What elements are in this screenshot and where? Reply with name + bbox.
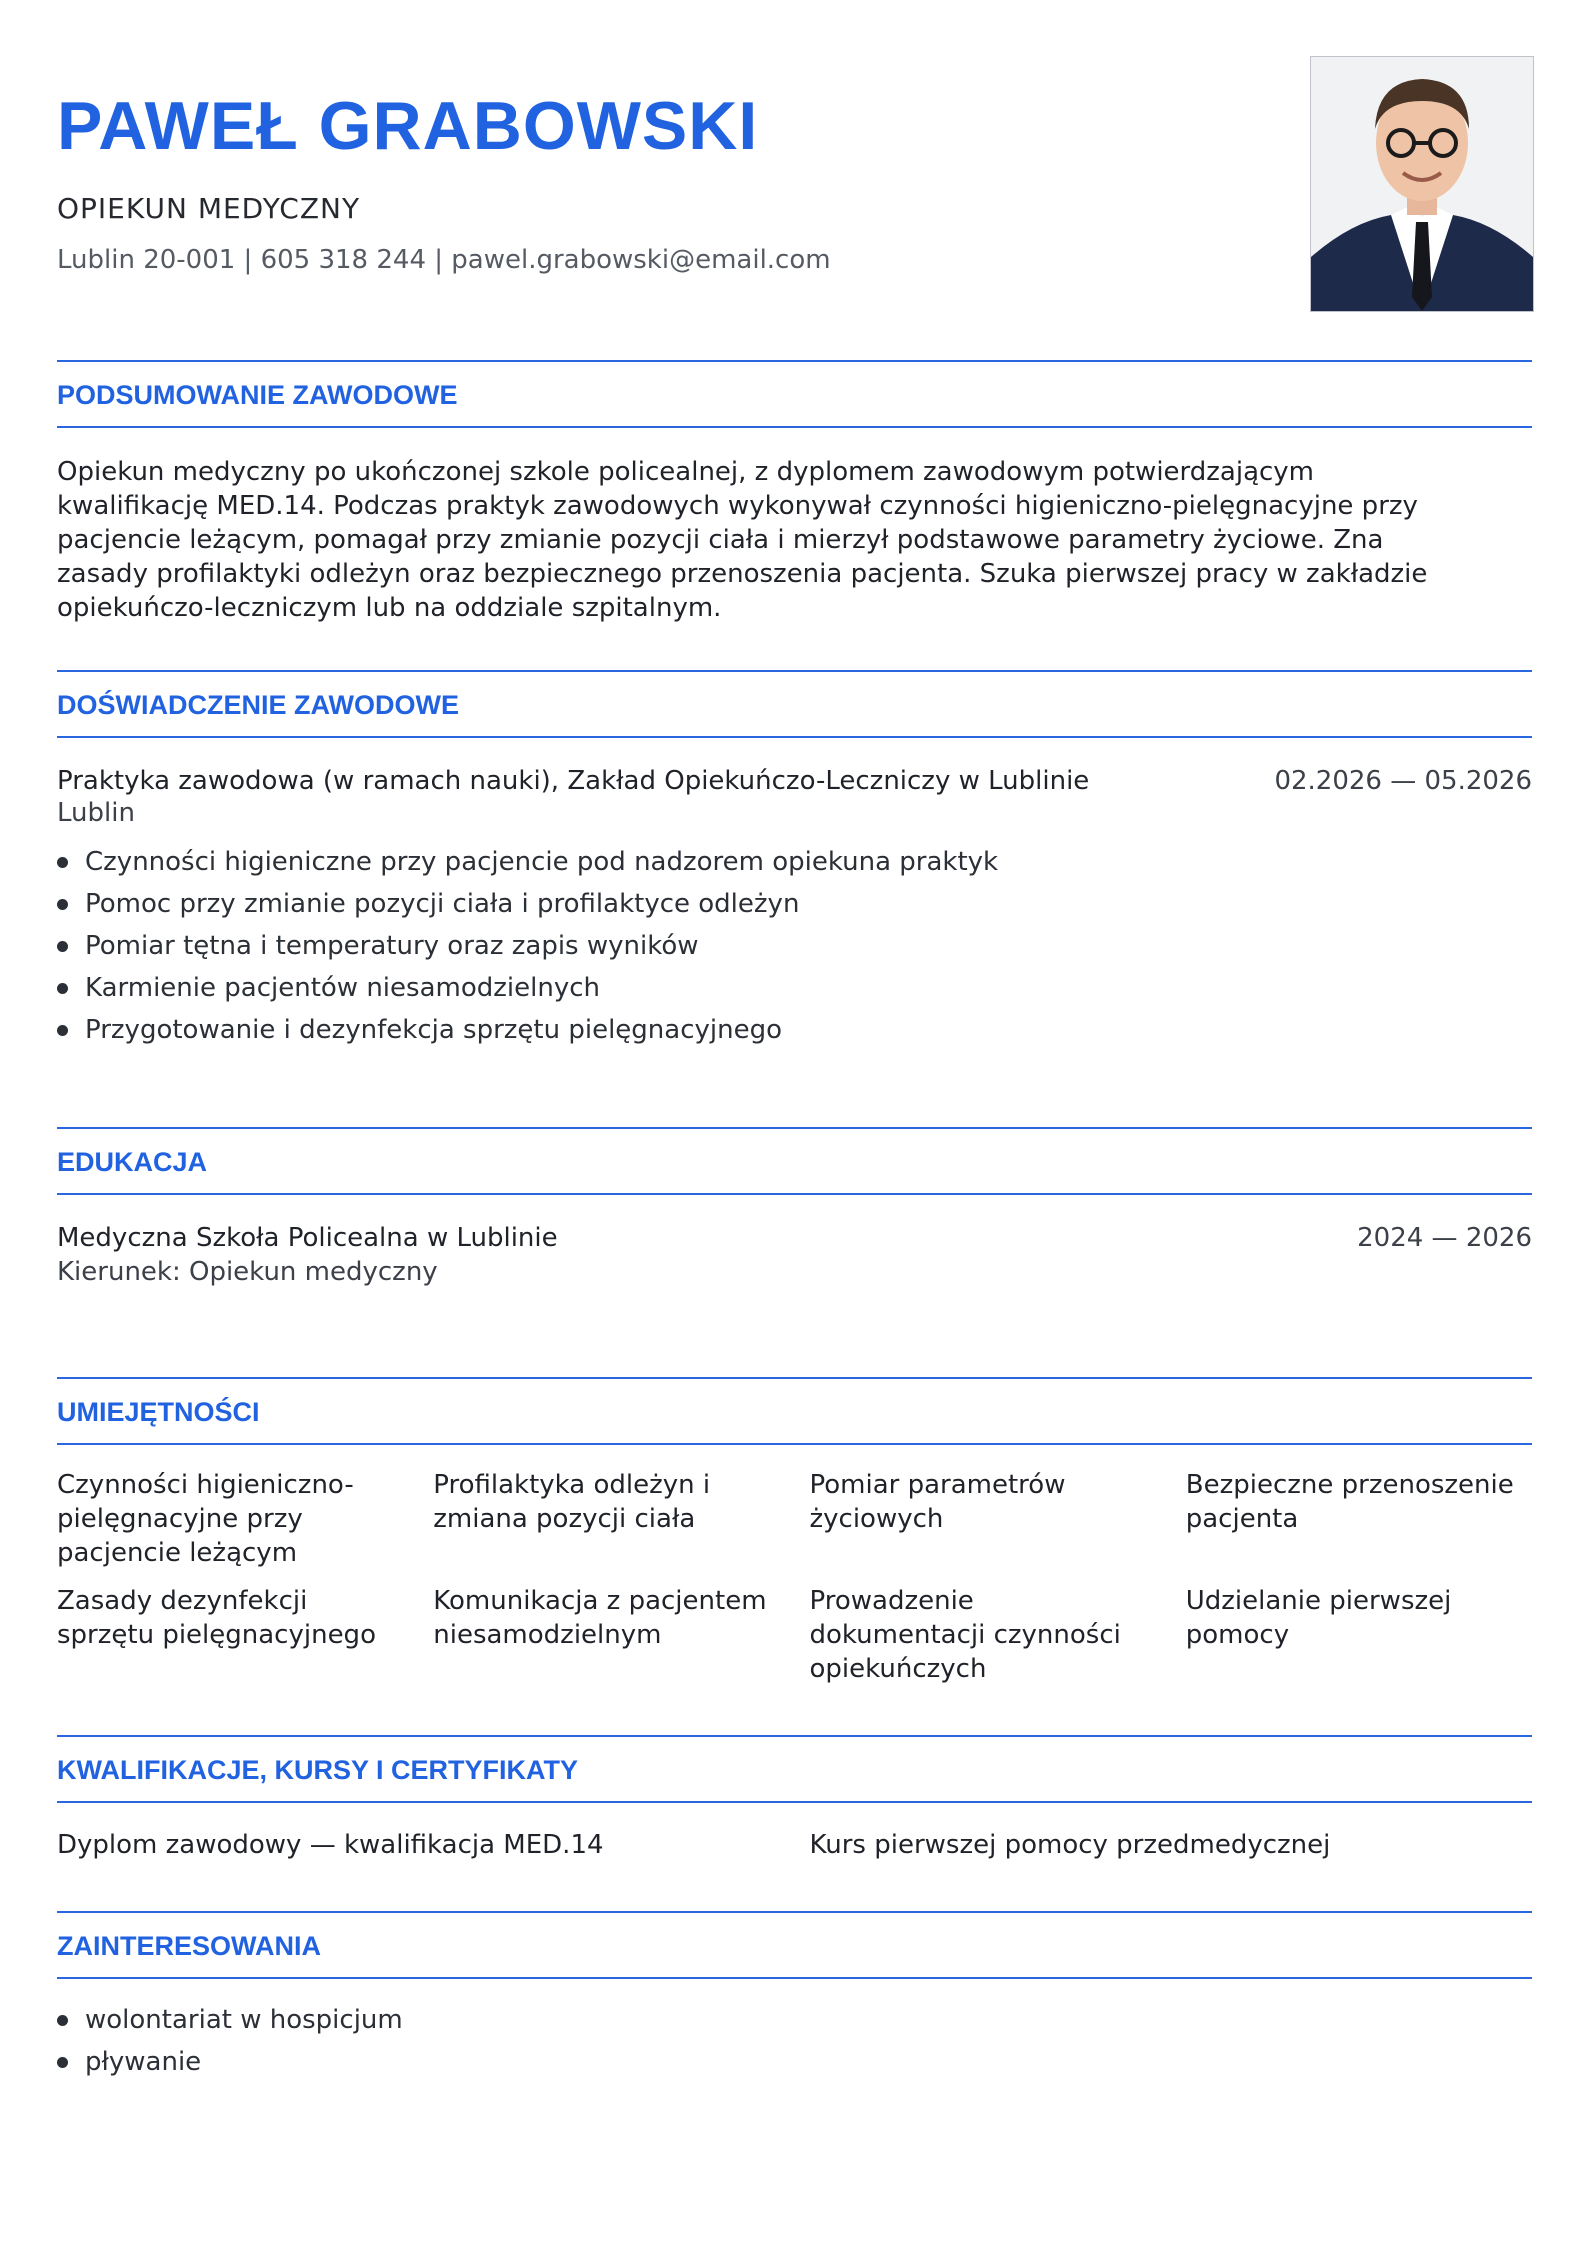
certificates-section-header xyxy=(57,1735,1532,1803)
interests-section-header xyxy=(57,1911,1532,1979)
skill-line: pacjencie leżącym xyxy=(57,1538,298,1568)
skill-item xyxy=(433,1584,779,1686)
profile-photo-illustration xyxy=(1311,57,1533,311)
list-item: Przygotowanie i dezynfekcja sprzętu pielęgnacyjnego xyxy=(57,1009,1532,1051)
experience-dates: 02.2026 — 05.2026 xyxy=(1274,766,1532,796)
skill-item xyxy=(1186,1584,1532,1686)
list-item: Pomoc przy zmianie pozycji ciała i profilaktyce odleżyn xyxy=(57,883,1532,925)
education-heading: EDUKACJA xyxy=(57,1147,208,1177)
education-school: Medyczna Szkoła Policealna w Lublinie xyxy=(57,1223,558,1253)
experience-bullets xyxy=(57,841,1532,1051)
candidate-name: PAWEŁ GRABOWSKI xyxy=(57,88,759,164)
contact-info: Lublin 20-001 | 605 318 244 | pawel.grabowski@email.com xyxy=(57,245,831,275)
summary-line: opiekuńczo-leczniczym lub na oddziale szpitalnym. xyxy=(57,593,722,623)
skill-line: zmiana pozycji ciała xyxy=(433,1504,696,1534)
experience-row xyxy=(57,765,1532,797)
skill-item xyxy=(57,1468,403,1570)
list-item: Pomiar tętna i temperatury oraz zapis wyników xyxy=(57,925,1532,967)
education-section-header xyxy=(57,1127,1532,1195)
certificate-item: Dyplom zawodowy — kwalifikacja MED.14 xyxy=(57,1830,604,1860)
summary-line: pacjencie leżącym, pomagał przy zmianie pozycji ciała i mierzył podstawowe parametry życiowe. Zna xyxy=(57,525,1384,555)
certificates-heading: KWALIFIKACJE, KURSY I CERTYFIKATY xyxy=(57,1755,579,1785)
skill-line: pomocy xyxy=(1185,1620,1290,1650)
skills-grid xyxy=(57,1468,1532,1686)
summary-line: Opiekun medyczny po ukończonej szkole policealnej, z dyplomem zawodowym potwierdzającym xyxy=(57,457,1315,487)
education-entry xyxy=(57,1222,1532,1288)
interests-entry xyxy=(57,1999,1532,2083)
skill-line: sprzętu pielęgnacyjnego xyxy=(57,1620,376,1650)
education-row xyxy=(57,1222,1532,1254)
skill-line: Zasady dezynfekcji xyxy=(57,1586,308,1616)
skill-item xyxy=(433,1468,779,1570)
summary-line: kwalifikację MED.14. Podczas praktyk zawodowych wykonywał czynności higieniczno-pielęgnacyjne przy xyxy=(57,491,1418,521)
profile-photo xyxy=(1310,56,1534,312)
list-item: Czynności higieniczne przy pacjencie pod nadzorem opiekuna praktyk xyxy=(57,841,1532,883)
skill-line: dokumentacji czynności xyxy=(809,1620,1121,1650)
education-field: Kierunek: Opiekun medyczny xyxy=(57,1257,438,1287)
skill-line: Prowadzenie xyxy=(809,1586,974,1616)
skills-heading: UMIEJĘTNOŚCI xyxy=(57,1397,260,1427)
skill-line: pielęgnacyjne przy xyxy=(57,1504,303,1534)
skill-line: niesamodzielnym xyxy=(433,1620,662,1650)
skill-line: Profilaktyka odleżyn i xyxy=(433,1470,711,1500)
skill-item xyxy=(810,1584,1156,1686)
skills-section-header xyxy=(57,1377,1532,1445)
skill-line: opiekuńczych xyxy=(809,1654,987,1684)
experience-section-header xyxy=(57,670,1532,738)
skill-line: Udzielanie pierwszej xyxy=(1185,1586,1452,1616)
experience-role: Praktyka zawodowa (w ramach nauki), Zakład Opiekuńczo-Leczniczy w Lublinie xyxy=(57,766,1090,796)
summary-text xyxy=(57,455,1532,625)
skill-line: Bezpieczne przenoszenie xyxy=(1185,1470,1514,1500)
certificate-item: Kurs pierwszej pomocy przedmedycznej xyxy=(809,1830,1331,1860)
summary-line: zasady profilaktyki odleżyn oraz bezpiecznego przenoszenia pacjenta. Szuka pierwszej pracy w zakładzie xyxy=(57,559,1428,589)
skill-line: Komunikacja z pacjentem xyxy=(433,1586,767,1616)
skill-line: życiowych xyxy=(809,1504,944,1534)
skill-line: Pomiar parametrów xyxy=(809,1470,1066,1500)
interests-heading: ZAINTERESOWANIA xyxy=(57,1931,322,1961)
experience-entry xyxy=(57,765,1532,1051)
education-dates: 2024 — 2026 xyxy=(1357,1223,1532,1253)
certificates-grid xyxy=(57,1828,1532,1862)
interests-list xyxy=(57,1999,1532,2083)
job-title: OPIEKUN MEDYCZNY xyxy=(57,192,361,225)
skill-item xyxy=(810,1468,1156,1570)
skill-line: pacjenta xyxy=(1185,1504,1299,1534)
skill-line: Czynności higieniczno- xyxy=(57,1470,354,1500)
list-item: pływanie xyxy=(57,2041,1532,2083)
list-item: Karmienie pacjentów niesamodzielnych xyxy=(57,967,1532,1009)
skill-item xyxy=(57,1584,403,1686)
experience-heading: DOŚWIADCZENIE ZAWODOWE xyxy=(57,690,459,720)
summary-heading: PODSUMOWANIE ZAWODOWE xyxy=(57,380,458,410)
list-item: wolontariat w hospicjum xyxy=(57,1999,1532,2041)
experience-location: Lublin xyxy=(57,798,135,828)
skill-item xyxy=(1186,1468,1532,1570)
summary-section-header xyxy=(57,360,1532,428)
